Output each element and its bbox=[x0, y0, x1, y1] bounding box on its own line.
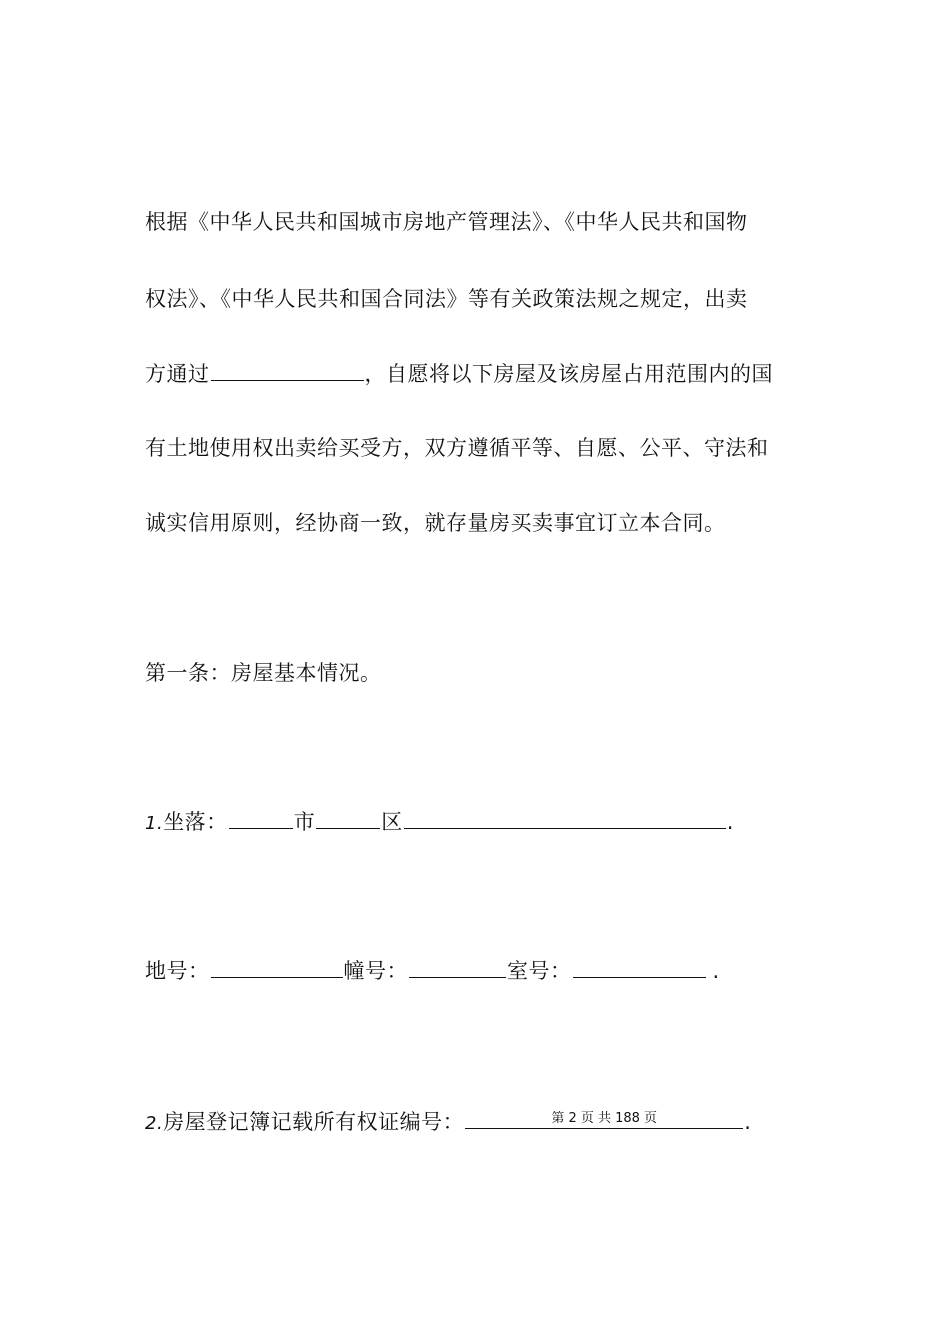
certificate-label: 房屋登记簿记载所有权证编号： bbox=[163, 1110, 465, 1134]
item-1-number: 1. bbox=[145, 813, 164, 834]
paragraph-line-3-start: 方通过 bbox=[145, 362, 210, 386]
paragraph-line-1: 根据《中华人民共和国城市房地产管理法》、《中华人民共和国物 bbox=[145, 210, 748, 234]
paragraph-line-4: 有土地使用权出卖给买受方，双方遵循平等、自愿、公平、守法和 bbox=[145, 436, 769, 460]
certificate-end: . bbox=[744, 1110, 752, 1134]
paragraph-line-5: 诚实信用原则，经协商一致，就存量房买卖事宜订立本合同。 bbox=[145, 511, 726, 535]
paragraph-line-3 bbox=[145, 360, 773, 388]
lot-number-blank[interactable] bbox=[211, 957, 343, 978]
method-blank[interactable] bbox=[211, 360, 364, 381]
location-end: . bbox=[726, 810, 734, 834]
paragraph-line-3-end: ，自愿将以下房屋及该房屋占用范围内的国 bbox=[364, 362, 773, 386]
room-number-blank[interactable] bbox=[573, 957, 706, 978]
district-label: 区 bbox=[381, 810, 403, 834]
article-1-heading: 第一条：房屋基本情况。 bbox=[145, 661, 382, 685]
city-blank[interactable] bbox=[229, 808, 293, 829]
location-label: 坐落： bbox=[163, 810, 228, 834]
building-number-blank[interactable] bbox=[409, 957, 506, 978]
city-label: 市 bbox=[293, 810, 316, 834]
building-label: 幢号： bbox=[343, 959, 408, 983]
lot-line bbox=[145, 957, 720, 985]
paragraph-line-2: 权法》、《中华人民共和国合同法》等有关政策法规之规定，出卖 bbox=[145, 287, 748, 311]
certificate-line bbox=[145, 1108, 751, 1138]
certificate-number-blank[interactable] bbox=[465, 1108, 743, 1129]
location-line bbox=[145, 808, 734, 838]
district-blank[interactable] bbox=[316, 808, 380, 829]
lot-label: 地号： bbox=[145, 959, 210, 983]
room-label: 室号： bbox=[507, 959, 572, 983]
lot-line-end: . bbox=[712, 959, 720, 983]
page-footer: 第 2 页 共 188 页 bbox=[551, 1111, 658, 1126]
item-2-number: 2. bbox=[145, 1113, 164, 1134]
address-blank[interactable] bbox=[404, 808, 726, 829]
